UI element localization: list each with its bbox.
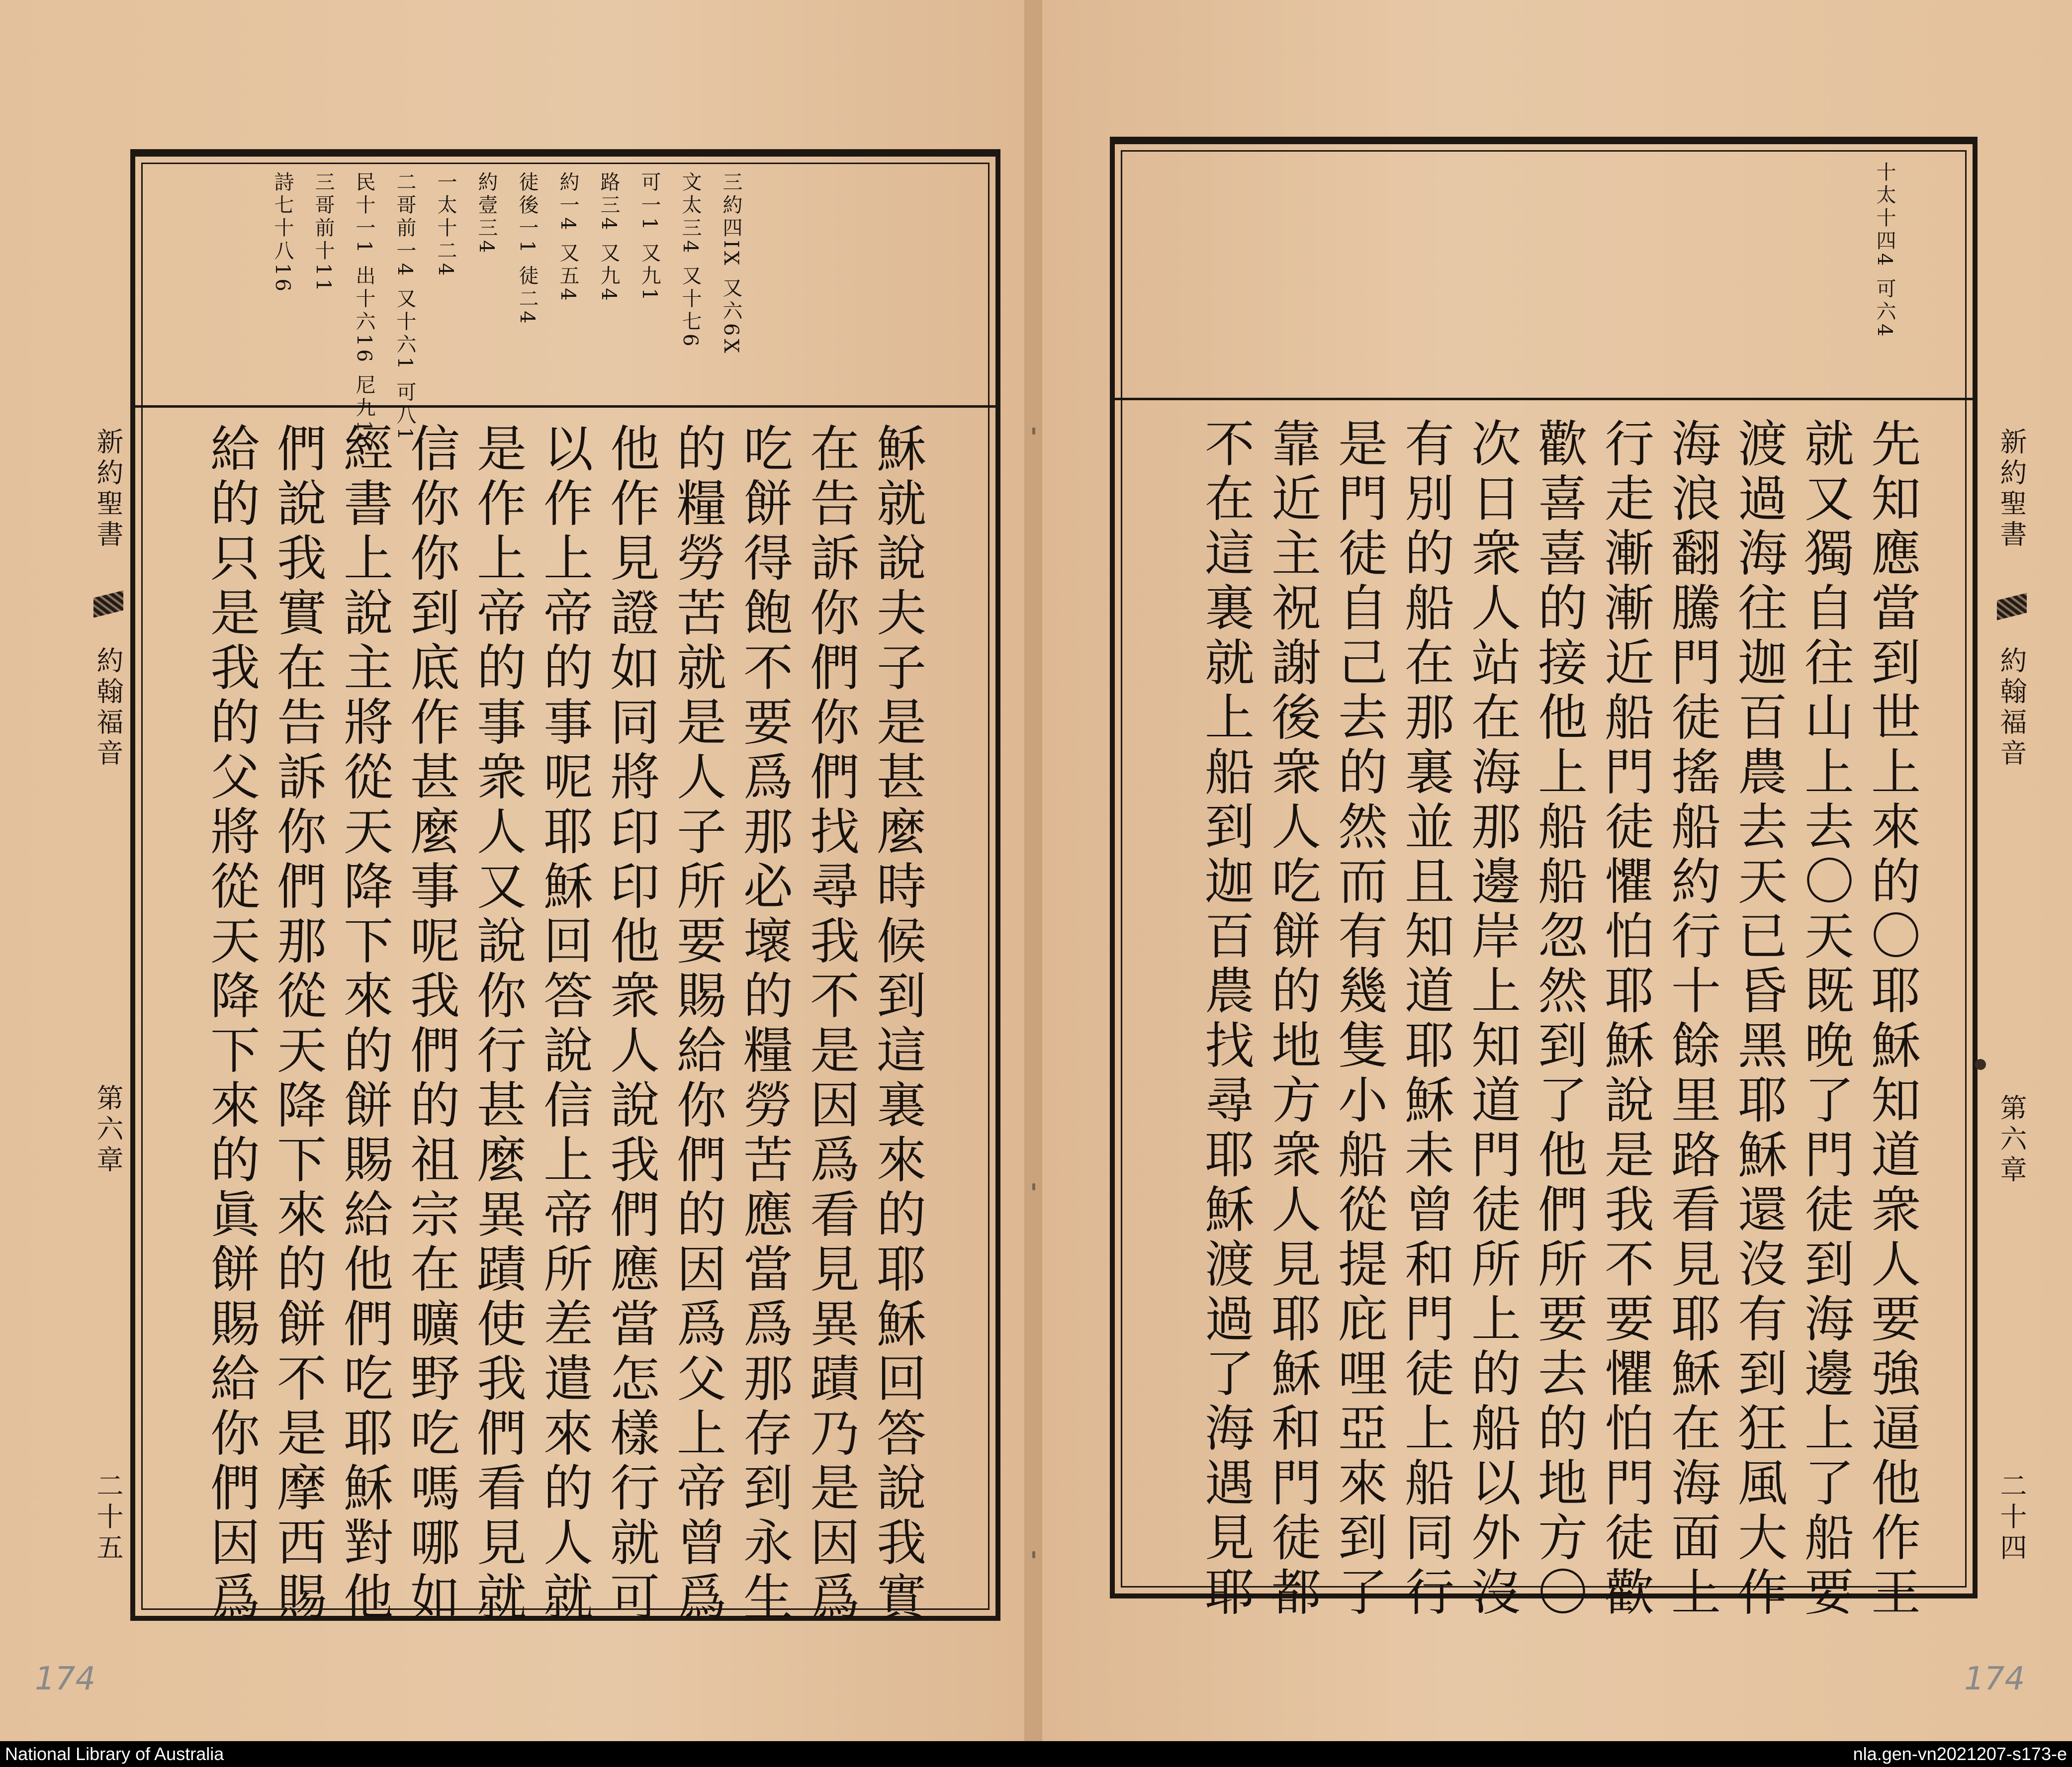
text-column: 不在這裏就上船到迦百農找尋耶穌渡過了海遇見耶 [1196,418,1255,1621]
reference-column: 三約四IX 又六6X [720,172,742,356]
text-column: 是作上帝的事衆人又說你行甚麼異蹟使我們看見就 [468,423,527,1626]
text-column: 就又獨自往山上去〇天既晚了門徒到海邊上了船要 [1796,418,1854,1621]
text-column: 他作見證如同將印印他衆人說我們應當怎樣行就可 [602,423,660,1626]
text-column: 經書上說主將從天降下來的餅賜給他們吃耶穌對他 [335,423,393,1626]
reference-column: 徒後一1 徒二4 [516,172,539,327]
reference-column: 文太三4 又十七6 [679,172,702,350]
left-margin-chapter: 第六章 [92,1084,124,1176]
text-column: 有別的船在那裏並且知道耶穌未曾和門徒上船同行 [1396,418,1454,1621]
right-pencil-note: 174 [1964,1661,2025,1697]
footer-bar [0,1741,2072,1767]
binding-stitch [1032,1183,1035,1190]
binding-stitch [1032,428,1035,435]
left-margin-title: 新約聖書 [92,428,124,551]
ink-spot [1975,1059,1986,1070]
reference-column: 約一4 又五4 [556,172,579,304]
text-column: 穌就說夫子是甚麼時候到這裏來的耶穌回答說我實 [868,423,926,1626]
right-margin-book: 約翰福音 [1996,646,2027,770]
text-column: 吃餅得飽不要爲那必壞的糧勞苦應當爲那存到永生 [735,423,793,1626]
binding-stitch [1032,1551,1035,1558]
text-column: 行走漸漸近船門徒懼怕耶穌說是我不要懼怕門徒歡 [1596,418,1654,1621]
left-reference-divider [135,405,995,408]
reference-column: 路三4 又九4 [597,172,620,304]
book-gutter [1024,0,1042,1741]
reference-column: 十太十四4 可六4 [1873,162,1896,340]
left-margin-book: 約翰福音 [92,646,124,770]
footer-item-id: nla.gen-vn2021207-s173-e [1853,1744,2067,1764]
text-column: 是門徒自己去的然而有幾隻小船從提庇哩亞來到了 [1330,418,1388,1621]
right-margin-chapter: 第六章 [1996,1094,2027,1186]
text-column: 渡過海往迦百農去天已昏黑耶穌還沒有到狂風大作 [1729,418,1788,1621]
text-column: 在告訴你們你們找尋我不是因爲看見異蹟乃是因爲 [802,423,860,1626]
text-column: 海浪翻騰門徒搖船約行十餘里路看見耶穌在海面上 [1663,418,1721,1621]
left-pencil-note: 174 [35,1661,96,1697]
reference-column: 一太十二4 [434,172,457,279]
right-margin-title: 新約聖書 [1996,428,2027,551]
reference-column: 可一1 又九1 [638,172,661,304]
text-column: 給的只是我的父將從天降下來的眞餅賜給你們因爲 [202,423,260,1626]
reference-column: 約壹三4 [475,172,498,256]
reference-column: 二哥前一4 又十六1 可八1 [393,172,416,443]
reference-column: 民十一1 出十六16 尼九16 [353,172,375,451]
text-column: 們說我實在告訴你們那從天降下來的餅不是摩西賜 [269,423,327,1626]
text-column: 先知應當到世上來的〇耶穌知道衆人要強逼他作王 [1863,418,1921,1621]
reference-column: 詩七十八16 [271,172,294,294]
text-column: 次日衆人站在海那邊岸上知道門徒所上的船以外沒 [1463,418,1521,1621]
text-column: 以作上帝的事呢耶穌回答說信上帝所差遣來的人就 [535,423,593,1626]
text-column: 信你你到底作甚麼事呢我們的祖宗在曠野吃嗎哪如 [402,423,460,1626]
reference-column: 三哥前十11 [312,172,335,294]
footer-library-name: National Library of Australia [5,1744,224,1764]
right-reference-divider [1115,398,1973,400]
text-column: 的糧勞苦就是人子所要賜給你們的因爲父上帝曾爲 [668,423,726,1626]
left-margin-page-number: 二十五 [92,1472,124,1564]
text-column: 歡喜喜的接他上船船忽然到了他們所要去的地方〇 [1530,418,1588,1621]
text-column: 靠近主祝謝後衆人吃餅的地方衆人見耶穌和門徒都 [1263,418,1321,1621]
right-margin-page-number: 二十四 [1996,1472,2027,1564]
